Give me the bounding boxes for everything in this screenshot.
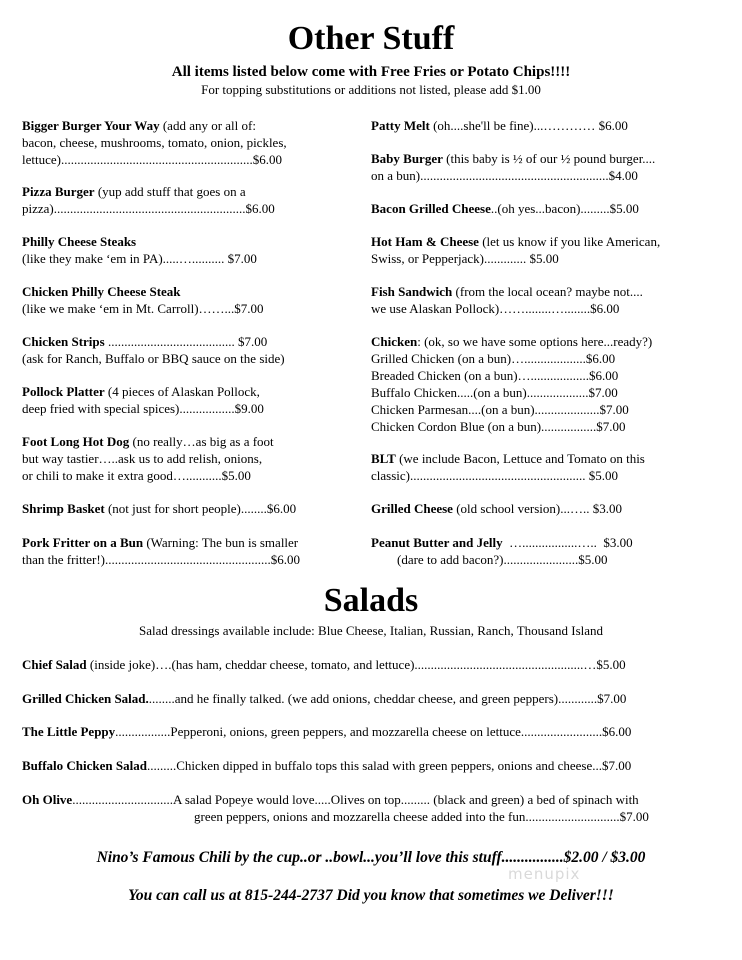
item-desc: (we include Bacon, Lettuce and Tomato on this [399, 451, 645, 466]
item-desc: classic)...................................................... $5.00 [371, 468, 618, 483]
salad-item [22, 757, 631, 774]
item-desc: (ask for Ranch, Buffalo or BBQ sauce on the side) [22, 351, 285, 366]
item-desc: but way tastier…..ask us to add relish, onions, [22, 451, 263, 466]
item-desc: (old school version)...….. $3.00 [456, 501, 622, 516]
menu-item [371, 283, 643, 317]
item-name: Baby Burger [371, 151, 443, 166]
item-desc: (Warning: The bun is smaller [146, 535, 299, 550]
item-name: Chicken Strips [22, 334, 105, 349]
item-name: Grilled Chicken Salad. [22, 691, 149, 706]
salad-item [22, 723, 631, 740]
salad-item [22, 791, 649, 825]
item-desc: Chicken Parmesan....(on a bun)....................$7.00 [371, 402, 629, 417]
salad-item [22, 656, 626, 673]
menu-item [371, 534, 633, 568]
menu-item [22, 283, 264, 317]
item-desc: deep fried with special spices).................$9.00 [22, 401, 264, 416]
item-name: Peanut Butter and Jelly [371, 535, 503, 550]
item-desc: (like they make ‘em in PA).....….......... $7.00 [22, 251, 257, 266]
menu-item [22, 500, 296, 517]
item-name: Bigger Burger Your Way [22, 118, 160, 133]
menu-item [22, 383, 264, 417]
item-desc: .........Chicken dipped in buffalo tops this salad with green peppers, onions and cheese...$7.00 [146, 758, 632, 773]
item-name: Chicken [371, 334, 418, 349]
item-name: Chief Salad [22, 657, 87, 672]
topping-note: For topping substitutions or additions not listed, please add $1.00 [201, 82, 541, 97]
item-name: Philly Cheese Steaks [22, 234, 137, 249]
item-desc: (from the local ocean? maybe not.... [455, 284, 643, 299]
item-desc: than the fritter!)...................................................$6.00 [22, 552, 301, 567]
item-desc: or chili to make it extra good…...........$5.00 [22, 468, 251, 483]
item-desc: Chicken Cordon Blue (on a bun).................$7.00 [371, 419, 626, 434]
item-desc: bacon, cheese, mushrooms, tomato, onion, pickles, [22, 135, 287, 150]
item-name: Bacon Grilled Cheese [371, 201, 491, 216]
menu-item [371, 150, 655, 184]
item-desc: (inside joke)….(has ham, cheddar cheese, tomato, and lettuce)....................................................…$5.00 [89, 657, 626, 672]
page-title: Other Stuff [287, 20, 455, 57]
item-name: Chicken Philly Cheese Steak [22, 284, 181, 299]
item-name: Patty Melt [371, 118, 430, 133]
free-fries-note: All items listed below come with Free Fries or Potato Chips!!!! [171, 64, 571, 80]
menu-item [371, 117, 628, 134]
item-desc: ..(oh yes...bacon).........$5.00 [490, 201, 639, 216]
item-name: The Little Peppy [22, 724, 116, 739]
item-name: Pork Fritter on a Bun [22, 535, 144, 550]
item-desc: (dare to add bacon?).......................$5.00 [371, 552, 608, 567]
salad-dressings-note: Salad dressings available include: Blue Cheese, Italian, Russian, Ranch, Thousand Island [138, 623, 604, 638]
item-desc: ….................….. $3.00 [502, 535, 633, 550]
item-desc: (not just for short people)........$6.00 [107, 501, 297, 516]
menu-item [371, 450, 645, 484]
item-name: Oh Olive [22, 792, 73, 807]
item-name: Fish Sandwich [371, 284, 453, 299]
item-desc: ........and he finally talked. (we add onions, cheddar cheese, and green peppers)............$7.00 [148, 691, 627, 706]
item-desc: .................Pepperoni, onions, green peppers, and mozzarella cheese on lettuce.........................$6.00 [115, 724, 632, 739]
item-name: Grilled Cheese [371, 501, 453, 516]
item-desc: we use Alaskan Pollock)……........…........$6.00 [371, 301, 620, 316]
item-name: Buffalo Chicken Salad [22, 758, 147, 773]
chili-offer: Nino’s Famous Chili by the cup..or ..bowl...you’ll love this stuff................$2.00 / $3.00 [96, 849, 646, 866]
salads-title: Salads [323, 582, 419, 619]
watermark: menupix [508, 865, 581, 883]
item-desc: (add any or all of: [162, 118, 256, 133]
item-name: Shrimp Basket [22, 501, 105, 516]
item-desc: green peppers, onions and mozzarella cheese added into the fun.............................$7.00 [194, 809, 649, 824]
menu-item [22, 117, 287, 168]
item-desc: ....................................... $7.00 [107, 334, 268, 349]
item-name: Hot Ham & Cheese [371, 234, 479, 249]
item-desc: (let us know if you like American, [482, 234, 661, 249]
item-name: Pollock Platter [22, 384, 105, 399]
item-desc: (this baby is ½ of our ½ pound burger.... [446, 151, 656, 166]
item-desc: on a bun)..........................................................$4.00 [371, 168, 638, 183]
item-desc: (4 pieces of Alaskan Pollock, [107, 384, 260, 399]
item-desc: : (ok, so we have some options here...ready?) [417, 334, 653, 349]
item-name: Foot Long Hot Dog [22, 434, 130, 449]
item-desc: Breaded Chicken (on a bun)…..................$6.00 [371, 368, 619, 383]
menu-item [22, 183, 275, 217]
menu-item [371, 500, 622, 517]
menu-item [22, 433, 274, 484]
salad-item [22, 690, 626, 707]
contact-line: You can call us at 815-244-2737 Did you know that sometimes we Deliver!!! [128, 887, 614, 904]
item-name: BLT [371, 451, 396, 466]
item-desc: Swiss, or Pepperjack)............. $5.00 [371, 251, 559, 266]
item-desc: (oh....she'll be fine)...………… $6.00 [433, 118, 628, 133]
item-desc: (like we make ‘em in Mt. Carroll)……...$7.00 [22, 301, 264, 316]
item-name: Pizza Burger [22, 184, 95, 199]
menu-item [371, 233, 660, 267]
menu-item [22, 333, 285, 367]
menu-item [371, 200, 639, 217]
item-desc: (no really…as big as a foot [132, 434, 274, 449]
item-desc: (yup add stuff that goes on a [97, 184, 246, 199]
item-desc: Buffalo Chicken.....(on a bun)...................$7.00 [371, 385, 618, 400]
item-desc: lettuce)...........................................................$6.00 [22, 152, 282, 167]
item-desc: Grilled Chicken (on a bun)…...................$6.00 [371, 351, 616, 366]
item-desc: ...............................A salad Popeye would love.....Olives on top......... (black and green) a bed of spinach with [72, 792, 639, 807]
menu-item [22, 233, 257, 267]
item-desc: pizza)...........................................................$6.00 [22, 201, 275, 216]
menu-item [22, 534, 300, 568]
menu-item [371, 333, 652, 435]
